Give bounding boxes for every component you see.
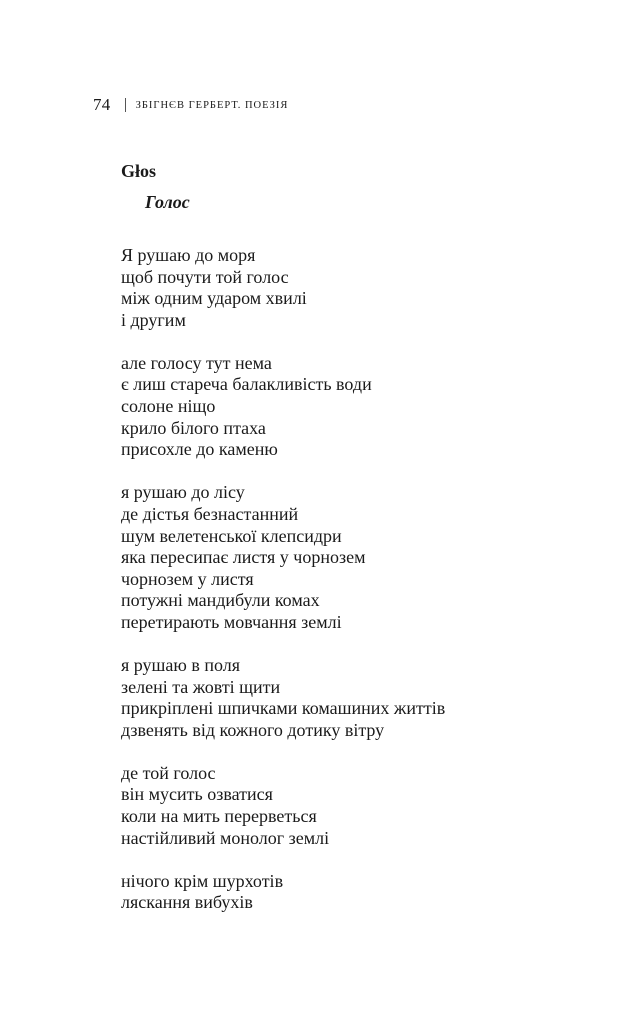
poem-body xyxy=(121,245,601,935)
poem-line: я рушаю в поля xyxy=(121,655,240,675)
poem-line: крило білого птаха xyxy=(121,417,266,438)
original-title: Głos xyxy=(121,161,157,181)
poem-line: де дістья безнастанний xyxy=(121,503,299,524)
running-header xyxy=(93,95,288,115)
poem-line: але голосу тут нема xyxy=(121,352,272,373)
poem-line: дзвенять від кожного дотику вітру xyxy=(121,719,385,740)
poem-line: він мусить озватися xyxy=(121,784,273,805)
stanza xyxy=(121,655,601,741)
poem-line: нічого крім шурхотів xyxy=(121,870,284,891)
stanza xyxy=(121,871,601,914)
poem-line: між одним ударом хвилі xyxy=(121,288,307,309)
poem-line: настійливий монолог землі xyxy=(121,827,330,848)
poem-line: я рушаю до лісу xyxy=(121,482,245,503)
poem-line: перетирають мовчання землі xyxy=(121,611,342,632)
stanza xyxy=(121,763,601,849)
poem-line: і другим xyxy=(121,309,186,330)
page-number: 74 xyxy=(93,95,111,114)
stanza xyxy=(121,482,601,633)
translated-title: Голос xyxy=(145,192,190,212)
header-divider xyxy=(125,98,126,112)
poem-line: шум велетенської клепсидри xyxy=(121,525,342,546)
poem-line: щоб почути той голос xyxy=(121,266,289,287)
poem-line: яка пересипає листя у чорнозем xyxy=(121,547,366,568)
poem-line: присохле до каменю xyxy=(121,439,278,460)
poem-line: Я рушаю до моря xyxy=(121,245,256,265)
poem-line: прикріплені шпичками комашиних життів xyxy=(121,698,446,719)
poem-line: потужні мандибули комах xyxy=(121,590,320,611)
stanza xyxy=(121,245,601,331)
poem-line: чорнозем у листя xyxy=(121,568,254,589)
poem-line: зелені та жовті щити xyxy=(121,676,281,697)
poem-line: солоне ніщо xyxy=(121,396,216,417)
poem-line: ляскання вибухів xyxy=(121,892,253,913)
stanza xyxy=(121,353,601,461)
running-title: ЗБІГНЄВ ГЕРБЕРТ. ПОЕЗІЯ xyxy=(135,99,289,111)
poem-line: є лиш стареча балакливість води xyxy=(121,374,372,395)
poem-line: коли на мить перерветься xyxy=(121,806,317,827)
poem-line: де той голос xyxy=(121,762,216,783)
